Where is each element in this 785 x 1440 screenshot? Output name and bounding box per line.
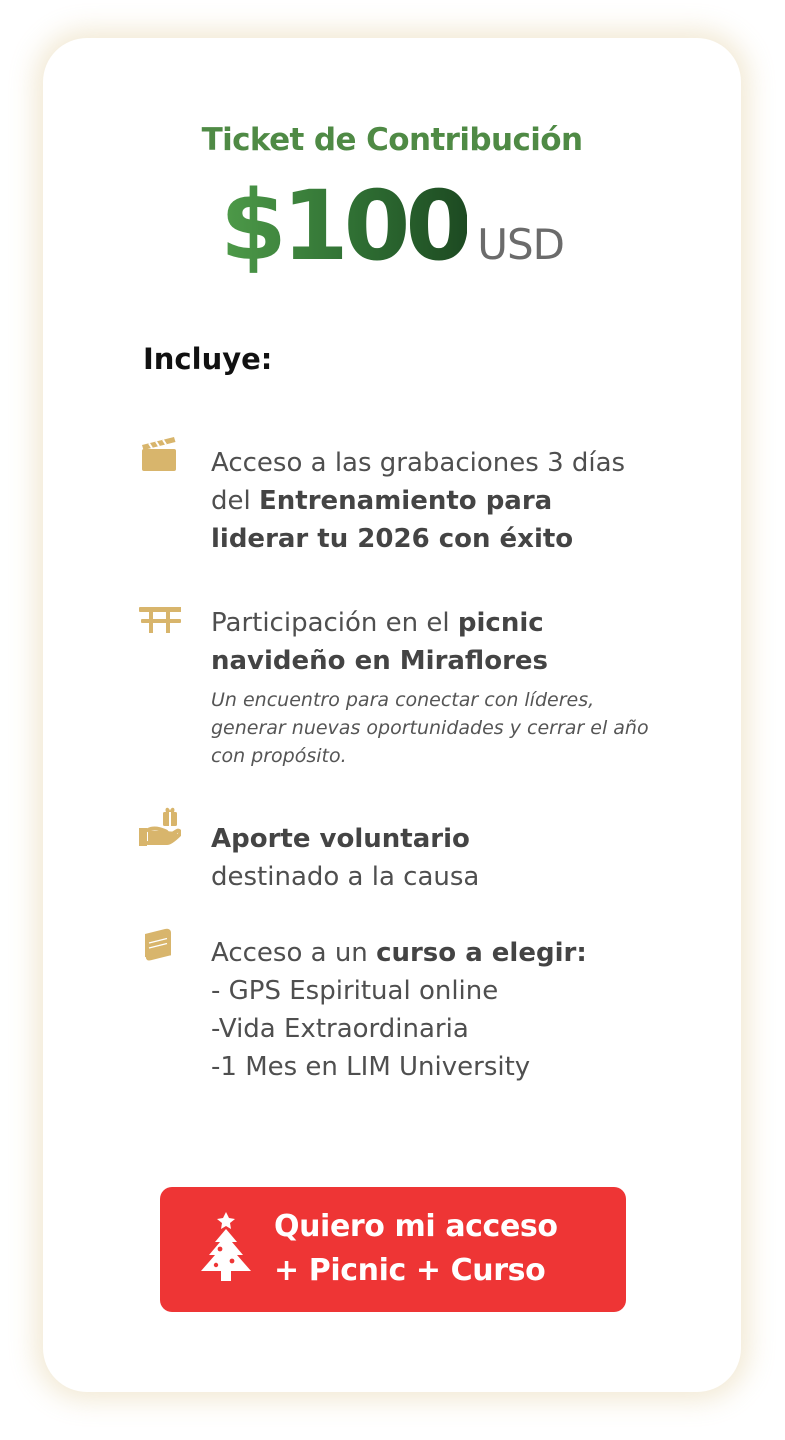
- buy-access-button[interactable]: [160, 1187, 626, 1312]
- item-text-bold: curso a elegir:: [376, 938, 587, 968]
- ticket-card: [43, 38, 741, 1392]
- ticket-title: Ticket de Contribución: [201, 122, 583, 158]
- price-currency: USD: [477, 220, 564, 269]
- book-icon: [137, 926, 181, 966]
- price: [43, 170, 741, 282]
- item-text-plain: destinado a la causa: [211, 862, 480, 892]
- course-option: -1 Mes en LIM University: [211, 1052, 531, 1082]
- course-option: - GPS Espiritual online: [211, 976, 499, 1006]
- include-item-text: [211, 934, 641, 1086]
- hand-gift-icon: [137, 806, 181, 846]
- include-item-text: [211, 820, 641, 896]
- item-text-bold: picnic navideño en Miraflores: [211, 608, 548, 676]
- picnic-description: Un encuentro para conectar con líderes, generar nuevas oportunidades y cerrar el año con propósito.: [211, 689, 649, 767]
- picnic-table-icon: [137, 602, 181, 642]
- item-text-plain: Acceso a las grabaciones 3 días del: [211, 448, 626, 516]
- includes-title: Incluye:: [143, 342, 273, 376]
- christmas-tree-icon: [196, 1211, 256, 1283]
- item-text-bold: Entrenamiento para liderar tu 2026 con éxito: [211, 486, 574, 554]
- course-option: -Vida Extraordinaria: [211, 1014, 469, 1044]
- item-text-bold: Aporte voluntario: [211, 824, 470, 854]
- include-item-text: [211, 604, 641, 680]
- cta-line-1[interactable]: Quiero mi acceso: [274, 1209, 558, 1244]
- cta-line-2[interactable]: + Picnic + Curso: [274, 1253, 546, 1288]
- include-item-text: [211, 444, 641, 558]
- clapperboard-icon: [137, 436, 181, 476]
- price-amount: $100: [220, 170, 468, 282]
- item-text-plain: Participación en el: [211, 608, 458, 638]
- buy-access-label[interactable]: [274, 1205, 614, 1293]
- item-text-plain: Acceso a un: [211, 938, 377, 968]
